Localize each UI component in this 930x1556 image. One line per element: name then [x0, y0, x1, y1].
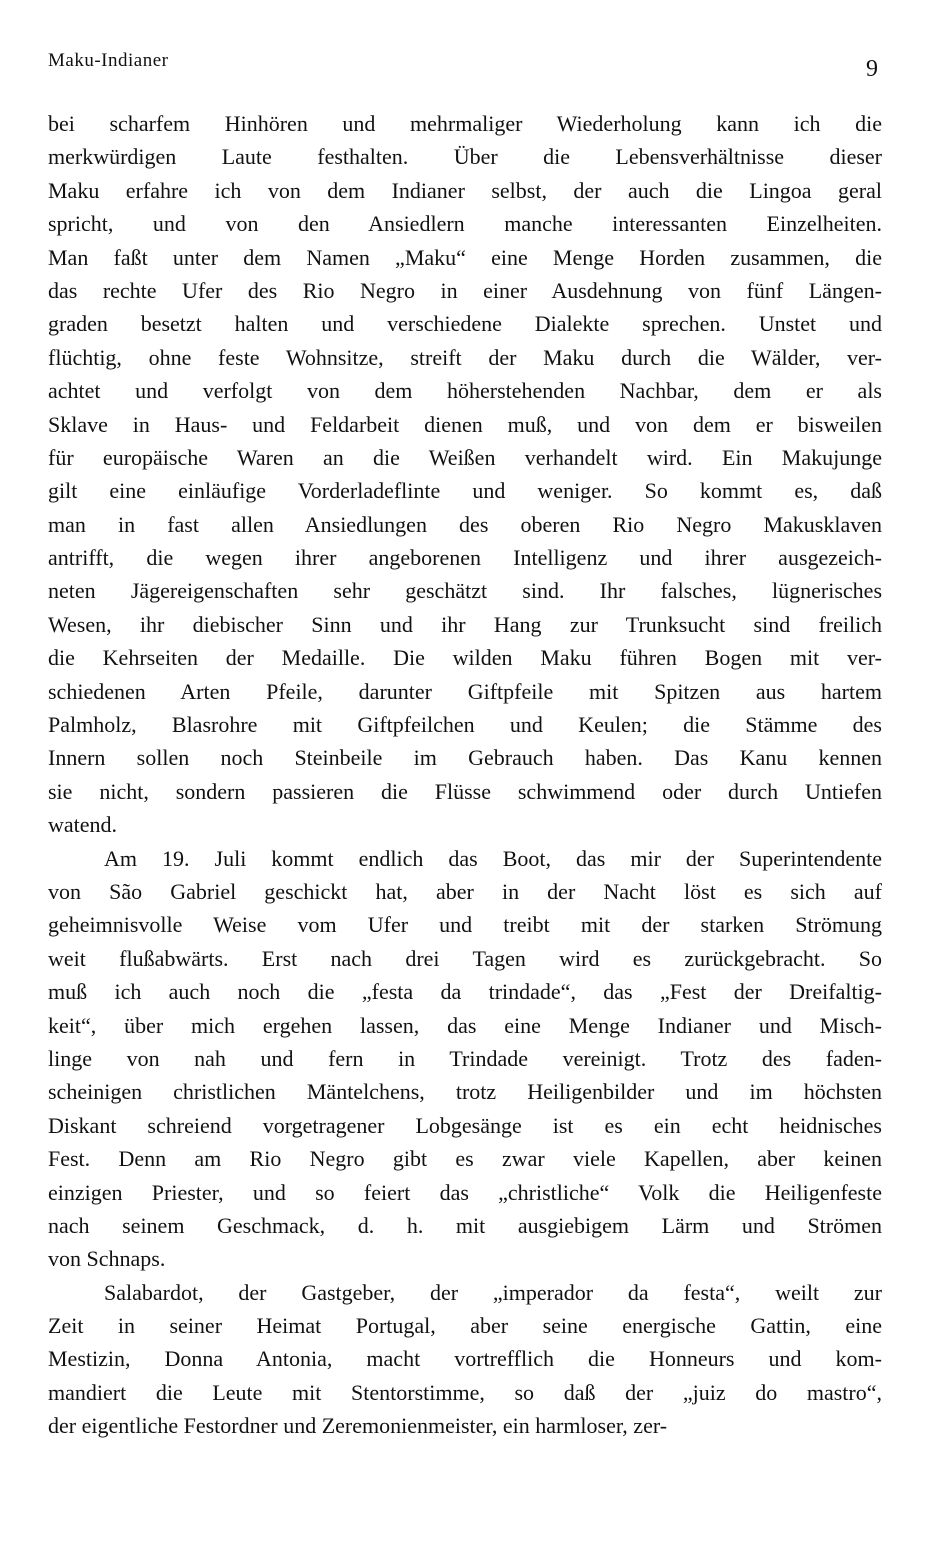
text-line: gilt eine einläufige Vorderladeflinte und weniger. So kommt es, daß: [48, 478, 882, 504]
text-line: graden besetzt halten und verschiedene Dialekte sprechen. Unstet und: [48, 311, 882, 337]
text-line: Man faßt unter dem Namen „Maku“ eine Menge Horden zusammen, die: [48, 244, 882, 270]
text-line: das rechte Ufer des Rio Negro in einer Ausdehnung von fünf Längen-: [48, 277, 882, 303]
paragraph: [48, 1276, 882, 1443]
text-line: von Schnaps.: [48, 1246, 166, 1272]
text-line: merkwürdigen Laute festhalten. Über die Lebensverhältnisse dieser: [48, 144, 882, 170]
text-line: Zeit in seiner Heimat Portugal, aber seine energische Gattin, eine: [48, 1313, 882, 1339]
text-line: man in fast allen Ansiedlungen des oberen Rio Negro Makusklaven: [48, 511, 882, 537]
text-line: Wesen, ihr diebischer Sinn und ihr Hang zur Trunksucht sind freilich: [48, 611, 882, 637]
text-line: antrifft, die wegen ihrer angeborenen Intelligenz und ihrer ausgezeich-: [48, 545, 882, 571]
text-line: schiedenen Arten Pfeile, darunter Giftpfeile mit Spitzen aus hartem: [48, 678, 882, 704]
text-line: Am 19. Juli kommt endlich das Boot, das mir der Superintendente: [104, 845, 882, 871]
text-line: watend.: [48, 812, 118, 838]
text-line: keit“, über mich ergehen lassen, das eine Menge Indianer und Misch-: [48, 1012, 882, 1038]
text-line: scheinigen christlichen Mäntelchens, trotz Heiligenbilder und im höchsten: [48, 1079, 882, 1105]
text-line: Maku erfahre ich von dem Indianer selbst, der auch die Lingoa geral: [48, 177, 882, 203]
text-line: für europäische Waren an die Weißen verhandelt wird. Ein Makujunge: [48, 444, 882, 470]
paragraph: [48, 107, 882, 842]
text-line: flüchtig, ohne feste Wohnsitze, streift der Maku durch die Wälder, ver-: [48, 344, 882, 370]
text-line: mandiert die Leute mit Stentorstimme, so daß der „juiz do mastro“,: [48, 1379, 882, 1405]
page-number: 9: [866, 56, 878, 82]
running-head: Maku-Indianer: [48, 50, 169, 71]
text-line: Salabardot, der Gastgeber, der „imperador da festa“, weilt zur: [104, 1279, 882, 1305]
text-line: neten Jägereigenschaften sehr geschätzt sind. Ihr falsches, lügnerisches: [48, 578, 882, 604]
text-line: spricht, und von den Ansiedlern manche interessanten Einzelheiten.: [48, 211, 882, 237]
text-line: Sklave in Haus- und Feldarbeit dienen muß, und von dem er bisweilen: [48, 411, 882, 437]
text-line: muß ich auch noch die „festa da trindade“, das „Fest der Dreifaltig-: [48, 979, 882, 1005]
text-line: Mestizin, Donna Antonia, macht vortrefflich die Honneurs und kom-: [48, 1346, 882, 1372]
text-line: linge von nah und fern in Trindade vereinigt. Trotz des faden-: [48, 1045, 882, 1071]
text-line: geheimnisvolle Weise vom Ufer und treibt mit der starken Strömung: [48, 912, 882, 938]
text-line: bei scharfem Hinhören und mehrmaliger Wiederholung kann ich die: [48, 111, 882, 136]
text-line: nach seinem Geschmack, d. h. mit ausgiebigem Lärm und Strömen: [48, 1212, 882, 1238]
text-line: Palmholz, Blasrohre mit Giftpfeilchen und Keulen; die Stämme des: [48, 712, 882, 738]
text-line: Fest. Denn am Rio Negro gibt es zwar viele Kapellen, aber keinen: [48, 1146, 882, 1172]
text-line: sie nicht, sondern passieren die Flüsse schwimmend oder durch Untiefen: [48, 778, 882, 804]
text-line: achtet und verfolgt von dem höherstehenden Nachbar, dem er als: [48, 378, 882, 404]
paragraph: [48, 842, 882, 1276]
text-line: Innern sollen noch Steinbeile im Gebrauch haben. Das Kanu kennen: [48, 745, 882, 771]
text-line: von São Gabriel geschickt hat, aber in der Nacht löst es sich auf: [48, 878, 882, 904]
text-line: die Kehrseiten der Medaille. Die wilden Maku führen Bogen mit ver-: [48, 645, 882, 671]
body-text: [48, 107, 882, 1443]
text-line: der eigentliche Festordner und Zeremonienmeister, ein harmloser, zer-: [48, 1413, 668, 1439]
text-line: Diskant schreiend vorgetragener Lobgesänge ist es ein echt heidnisches: [48, 1112, 882, 1138]
text-line: einzigen Priester, und so feiert das „christliche“ Volk die Heiligenfeste: [48, 1179, 882, 1205]
text-line: weit flußabwärts. Erst nach drei Tagen wird es zurückgebracht. So: [48, 945, 882, 971]
